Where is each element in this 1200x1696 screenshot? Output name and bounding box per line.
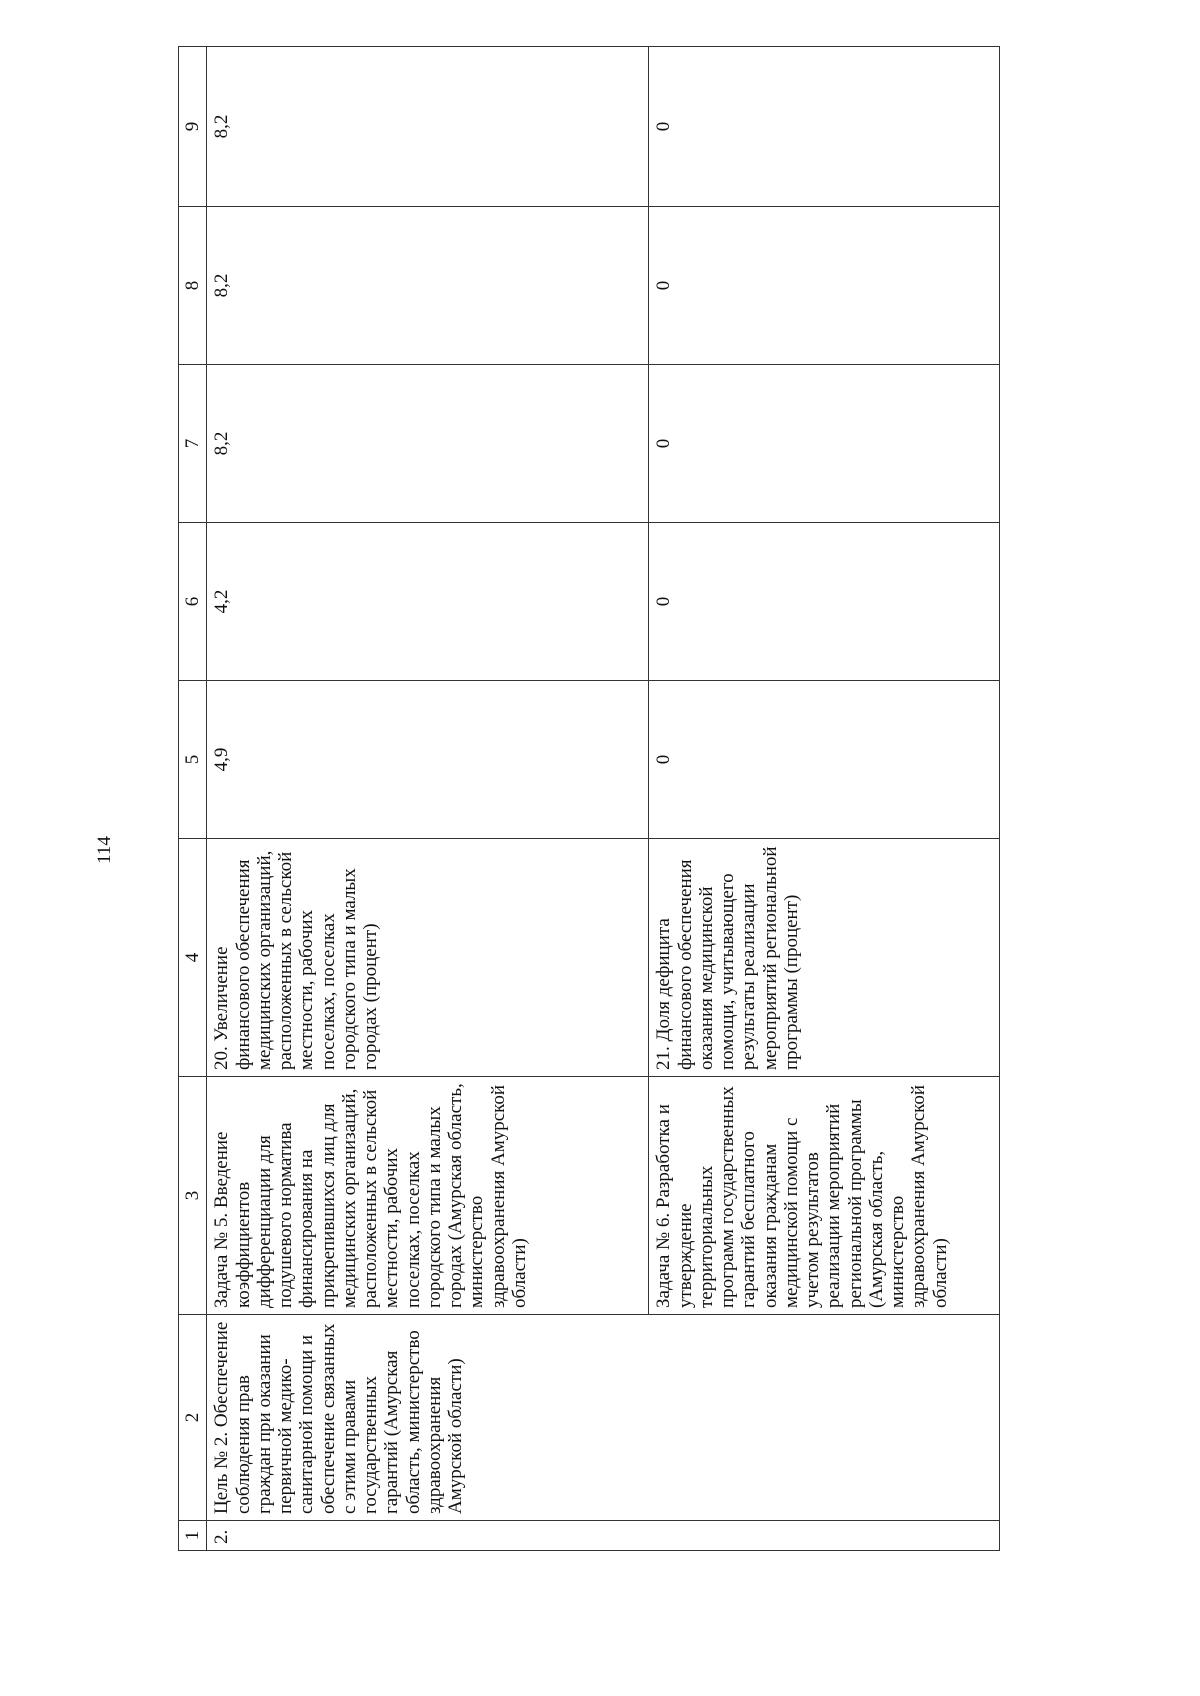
- value-cell: 4,9: [207, 681, 649, 839]
- value-cell: 0: [649, 365, 1000, 523]
- header-cell: 2: [179, 1315, 207, 1521]
- header-cell: 6: [179, 523, 207, 681]
- value-cell: 8,2: [207, 207, 649, 365]
- value-cell: 8,2: [207, 47, 649, 207]
- value-cell: 8,2: [207, 365, 649, 523]
- value-cell: 0: [649, 523, 1000, 681]
- value-cell: 0: [649, 207, 1000, 365]
- value-cell: 0: [649, 47, 1000, 207]
- task-cell: Задача № 6. Разработка и утверждение территориальных программ государственных гарантий бесплатного оказания гражданам медицинской помощи с учетом результатов реализации мероприятий региональной программы (Амурская область, министерство здравоохранения Амурской области): [649, 1077, 1000, 1315]
- indicator-cell: 21. Доля дефицита финансового обеспечения оказания медицинской помощи, учитывающего результаты реализации мероприятий региональной программы (процент): [649, 839, 1000, 1077]
- rotated-table-container: [178, 47, 1200, 1551]
- header-cell: 1: [179, 1521, 207, 1551]
- table-row: [207, 47, 649, 1551]
- indicators-table: [178, 46, 1000, 1551]
- header-cell: 9: [179, 47, 207, 207]
- header-cell: 5: [179, 681, 207, 839]
- header-cell: 3: [179, 1077, 207, 1315]
- header-cell: 7: [179, 365, 207, 523]
- row-number-cell: 2.: [207, 1521, 1000, 1551]
- value-cell: 0: [649, 681, 1000, 839]
- page-number: 114: [94, 836, 115, 864]
- task-cell: Задача № 5. Введение коэффициентов дифференциации для подушевого норматива финансирования на прикрепившихся лиц для медицинских организаций, расположенных в сельской местности, рабочих поселках, поселках городского типа и малых городах (Амурская область, министерство здравоохранения Амурской области): [207, 1077, 649, 1315]
- header-cell: 8: [179, 207, 207, 365]
- indicator-cell: 20. Увеличение финансового обеспечения медицинских организаций, расположенных в сельской местности, рабочих поселках, поселках городского типа и малых городах (процент): [207, 839, 649, 1077]
- header-cell: 4: [179, 839, 207, 1077]
- goal-cell: Цель № 2. Обеспечение соблюдения прав граждан при оказании первичной медико-санитарной помощи и обеспечение связанных с этими правами государственных гарантий (Амурская область, министерство здравоохранения Амурской области): [207, 1315, 1000, 1521]
- header-row: [179, 47, 207, 1551]
- value-cell: 4,2: [207, 523, 649, 681]
